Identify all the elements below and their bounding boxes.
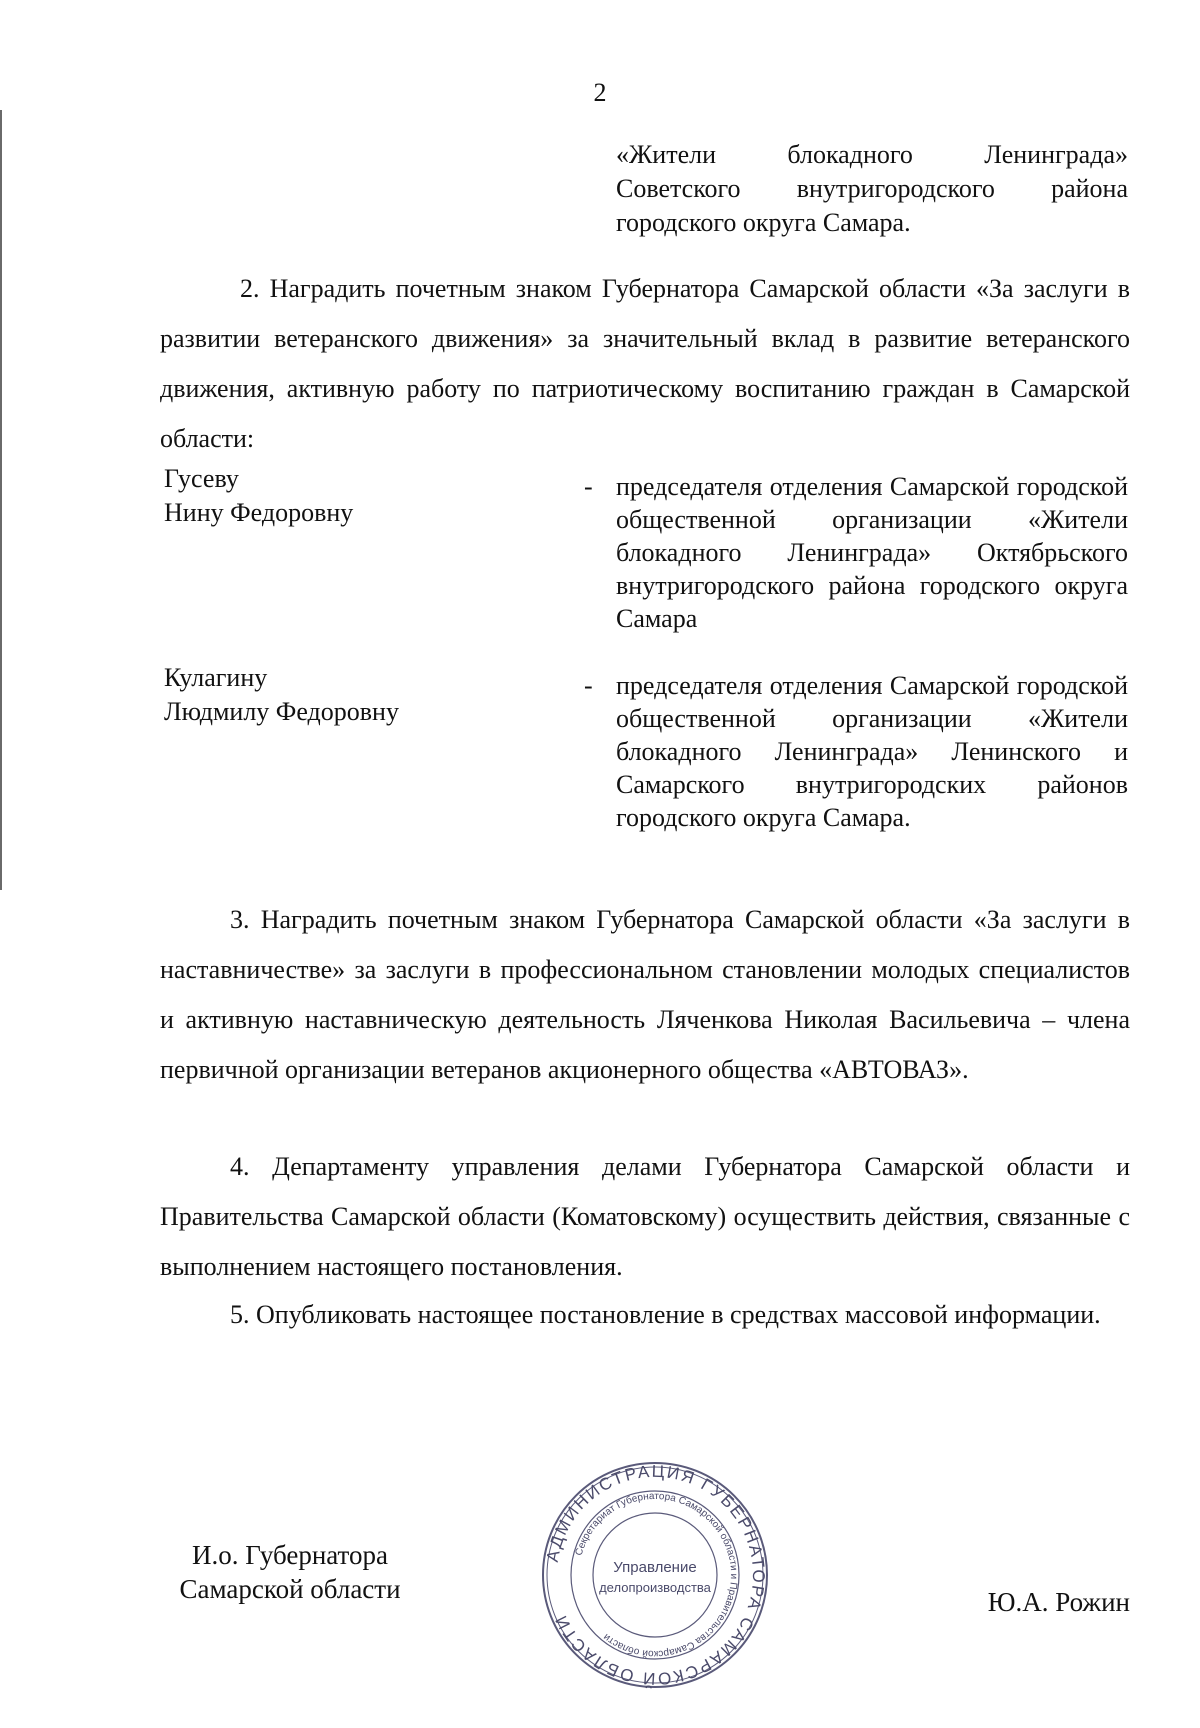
signatory-title-line-2: Самарской области (179, 1574, 401, 1604)
seal-center-line-2: делопроизводства (599, 1580, 711, 1595)
awardee-description: председателя отделения Самарской городской общественной организации «Жители блокадного Ленинграда» Ленинского и Самарского внутригородских районов городского округа Самара. (616, 671, 1128, 832)
awardee-dash: - (584, 671, 593, 700)
awardee-surname: Гусеву (164, 464, 239, 493)
item-4-paragraph: 4. Департаменту управления делами Губернатора Самарской области и Правительства Самарской области (Коматовскому) осуществить действия, связанные с выполнением настоящего постановления. (160, 1152, 1130, 1281)
seal-outer-text: АДМИНИСТРАЦИЯ ГУБЕРНАТОРА САМАРСКОЙ ОБЛАСТИ (542, 1461, 769, 1689)
awardee-given-names: Нину Федоровну (164, 498, 354, 527)
seal-center-line-1: Управление (613, 1559, 697, 1576)
item-3-paragraph: 3. Наградить почетным знаком Губернатора Самарской области «За заслуги в наставничестве» за заслуги в профессиональном становлении молодых специалистов и активную наставническую деятельность Ляченкова Николая Васильевича – члена первичной организации ветеранов акционерного общества «АВТОВАЗ». (160, 905, 1130, 1084)
awardee-surname: Кулагину (164, 663, 268, 692)
signatory-title-line-1: И.о. Губернатора (191, 1540, 388, 1570)
page-number: 2 (593, 78, 607, 107)
continuation-text: «Жители блокадного Ленинграда» Советского внутригородского района городского округа Самара. (616, 140, 1128, 237)
awardee-description: председателя отделения Самарской городской общественной организации «Жители блокадного Ленинграда» Октябрьского внутригородского района городского округа Самара (616, 472, 1128, 633)
seal-inner-ring-text: Секретариат Губернатора Самарской области и Правительства Самарской области (573, 1490, 740, 1660)
signatory-name: Ю.А. Рожин (987, 1587, 1130, 1617)
signatory-title (160, 1538, 420, 1606)
item-5-paragraph: 5. Опубликовать настоящее постановление в средствах массовой информации. (230, 1300, 1101, 1329)
item-2-paragraph: 2. Наградить почетным знаком Губернатора Самарской области «За заслуги в развитии ветеранского движения» за значительный вклад в развитие ветеранского движения, активную работу по патриотическому воспитанию граждан в Самарской области: (160, 274, 1130, 453)
awardee-given-names: Людмилу Федоровну (164, 697, 399, 726)
scan-edge-line (0, 110, 2, 890)
official-seal (540, 1460, 770, 1690)
awardee-dash: - (584, 472, 593, 501)
